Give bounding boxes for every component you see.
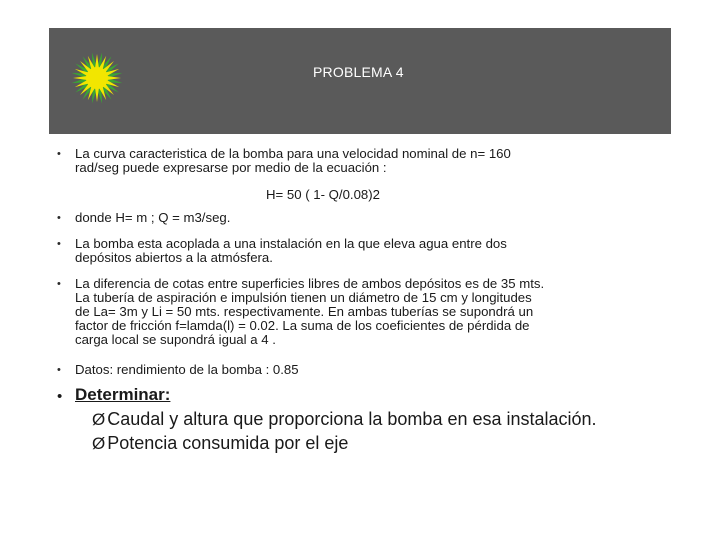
bullet-4-line-1: La diferencia de cotas entre superficies libres de ambos depósitos es de 35 mts. [75, 276, 545, 291]
bullet-5-line-1: Datos: rendimiento de la bomba : 0.85 [75, 362, 299, 377]
task-item-text: Caudal y altura que proporciona la bomba en esa instalación. [107, 409, 597, 429]
bullet-4-line-4: factor de fricción f=lamda(l) = 0.02. La suma de los coeficientes de pérdida de [75, 318, 530, 333]
bullet-4-line-3: de La= 3m y Li = 50 mts. respectivamente. En ambas tuberías se supondrá un [75, 304, 534, 319]
bullet-3-line-1: La bomba esta acoplada a una instalación en la que eleva agua entre dos [75, 236, 507, 251]
bullet-1-line-2: rad/seg puede expresarse por medio de la ecuación : [75, 160, 387, 175]
bullet-3-line-2: depósitos abiertos a la atmósfera. [75, 250, 273, 265]
page-title: PROBLEMA 4 [313, 64, 404, 80]
bullet-4-line-2: La tubería de aspiración e impulsión tienen un diámetro de 15 cm y longitudes [75, 290, 532, 305]
bullet-dot: • [57, 238, 61, 250]
task-item [92, 409, 597, 430]
bullet-2-line-1: donde H= m ; Q = m3/seg. [75, 210, 231, 225]
determinar-heading: Determinar: [75, 385, 171, 404]
arrow-bullet-icon: Ø [92, 434, 106, 453]
bullet-dot: • [57, 212, 61, 224]
bullet-dot: • [57, 148, 61, 160]
arrow-bullet-icon: Ø [92, 410, 106, 429]
bullet-1-line-1: La curva caracteristica de la bomba para una velocidad nominal de n= 160 [75, 146, 511, 161]
task-item [92, 433, 348, 454]
pump-curve-equation: H= 50 ( 1- Q/0.08)2 [266, 187, 380, 202]
task-item-text: Potencia consumida por el eje [107, 433, 349, 453]
bullet-dot: • [57, 278, 61, 290]
bullet-dot: • [57, 388, 63, 405]
bullet-dot: • [57, 364, 61, 376]
bullet-4-line-5: carga local se supondrá igual a 4 . [75, 332, 276, 347]
